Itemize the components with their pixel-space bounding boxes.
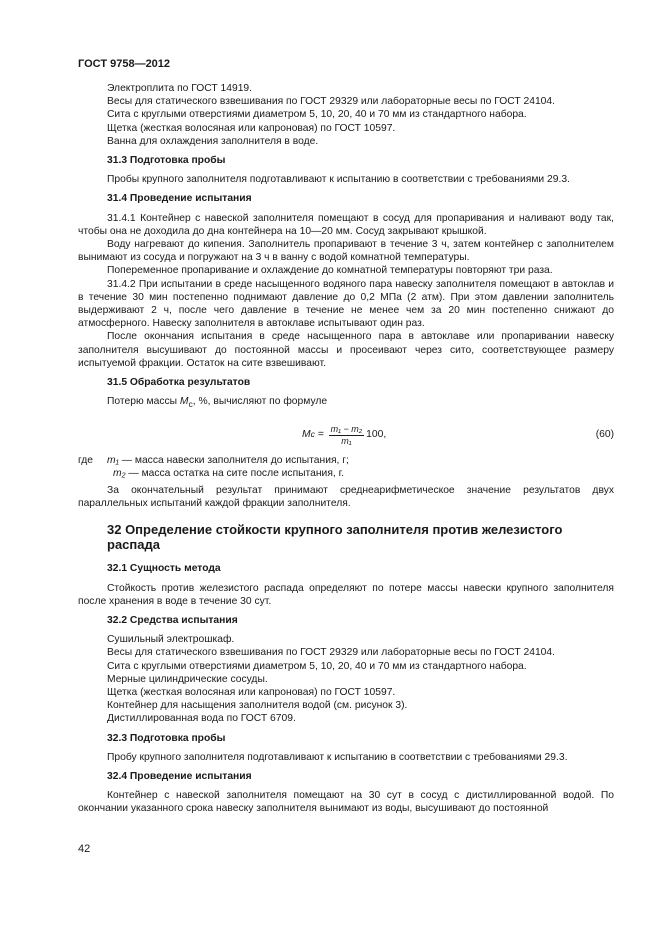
formula-legend: где m₁ — масса навески заполнителя до испытания, г; m₂ — масса остатка на сите после испытания, г.	[78, 454, 349, 479]
formula-fraction: $\frac{\text{m₁ − m₂}}{\text{m₁}}$	[330, 423, 363, 446]
page-number: 42	[78, 843, 91, 855]
section-31-4-title: 31.4 Проведение испытания	[107, 193, 252, 205]
list-item: Ванна для охлаждения заполнителя в воде.	[107, 135, 319, 147]
list-item: Щетка (жесткая волосяная или капроновая) по ГОСТ 10597.	[107, 122, 396, 134]
list-item: Сита с круглыми отверстиями диаметром 5, 10, 20, 40 и 70 мм из стандартного набора.	[107, 660, 527, 672]
formula-60	[78, 416, 614, 454]
section-31-5-title: 31.5 Обработка результатов	[107, 377, 251, 389]
section-32-title: 32 Определение стойкости крупного заполнителя против железистого распада	[107, 522, 563, 553]
paragraph: 31.4.2 При испытании в среде насыщенного водяного пара навеску заполнителя помещают в автоклав и в течение 30 мин постепенно поднимают давление до 0,2 МПа (2 атм). При этом давлении заполнитель выдерживают 2 ч, после чего давление в течение не менее чем за 20 мин постепенно снижают до атмосферного. Навеску заполнителя в автоклаве испытывают один раз.	[78, 278, 614, 330]
paragraph: Попеременное пропаривание и охлаждение до комнатной температуры повторяют три раза.	[107, 265, 553, 277]
formula-expression: M c = $\frac{\text{m₁ − m₂}}{\text{m₁}}$ 100,	[302, 423, 387, 446]
list-item: Сита с круглыми отверстиями диаметром 5, 10, 20, 40 и 70 мм из стандартного набора.	[107, 109, 527, 121]
section-31-3-title: 31.3 Подготовка пробы	[107, 155, 226, 167]
list-item: Контейнер для насыщения заполнителя водой (см. рисунок 3).	[107, 700, 408, 712]
list-item: Электроплита по ГОСТ 14919.	[107, 83, 253, 94]
paragraph: 31.4.1 Контейнер с навеской заполнителя помещают в сосуд для пропаривания и наливают воду так, чтобы она не доходила до дна контейнера на 10—20 мм. Сосуд закрывают крышкой.	[78, 212, 614, 237]
section-32-1-title: 32.1 Сущность метода	[107, 563, 221, 575]
section-32-4-text: Контейнер с навеской заполнителя помещают на 30 сут в сосуд с дистиллированной водой. По окончании указанного срока навеску заполнителя вынимают из воды, высушивают до постоянной	[78, 790, 614, 815]
equipment-list-31	[78, 82, 614, 148]
list-item: Сушильный электрошкаф.	[107, 634, 235, 646]
list-item: Мерные цилиндрические сосуды.	[107, 673, 268, 685]
section-31-5-final: За окончательный результат принимают среднеарифметическое значение результатов двух параллельных испытаний каждой фракции заполнителя.	[78, 484, 614, 510]
list-item: Весы для статического взвешивания по ГОСТ 29329 или лабораторные весы по ГОСТ 24104.	[107, 647, 555, 659]
paragraph: Воду нагревают до кипения. Заполнитель пропаривают в течение 3 ч, затем контейнер с заполнителем вынимают из сосуда и погружают на 3 ч в ванну с водой комнатной температуры.	[78, 239, 614, 264]
section-32-1-text: Стойкость против железистого распада определяют по потере массы навески крупного заполнителя после хранения в воде в течение 30 сут.	[78, 582, 614, 607]
section-32-2-title: 32.2 Средства испытания	[107, 614, 238, 626]
equipment-list-32	[78, 633, 614, 725]
section-31-3-text: Пробы крупного заполнителя подготавливают к испытанию в соответствии с требованиями 29.3.	[107, 174, 570, 186]
list-item: Щетка (жесткая волосяная или капроновая) по ГОСТ 10597.	[107, 686, 396, 698]
section-32-3-title: 32.3 Подготовка пробы	[107, 732, 226, 744]
paragraph: После окончания испытания в среде насыщенного пара в автоклаве или пропаривании навеску заполнителя высушивают до постоянной массы и просеивают через сито, соответствующее размеру испытуемой фракции. Остаток на сите взвешивают.	[78, 331, 614, 369]
running-header: ГОСТ 9758—2012	[78, 58, 171, 70]
page-content	[78, 82, 614, 816]
section-32-3-text: Пробу крупного заполнителя подготавливают к испытанию в соответствии с требованиями 29.3.	[107, 751, 568, 763]
section-32-4-title: 32.4 Проведение испытания	[107, 770, 252, 782]
list-item: Дистиллированная вода по ГОСТ 6709.	[107, 713, 296, 725]
formula-number: (60)	[595, 428, 614, 440]
list-item: Весы для статического взвешивания по ГОСТ 29329 или лабораторные весы по ГОСТ 24104.	[107, 96, 555, 108]
formula-intro: Потерю массы $M_c$, %, вычисляют по формуле	[107, 396, 328, 410]
